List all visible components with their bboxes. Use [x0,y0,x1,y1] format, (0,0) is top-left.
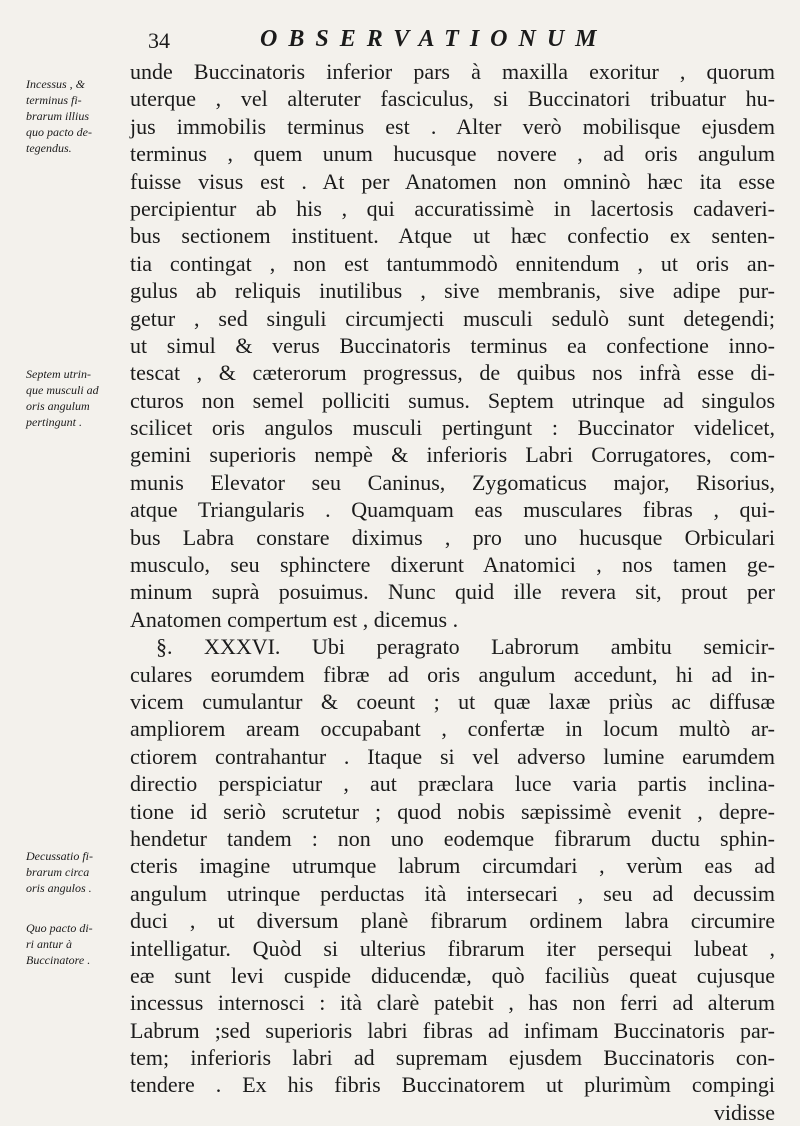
text-line: vicem cumulantur & coeunt ; ut quæ laxæ priùs ac diffusæ [130,688,775,714]
text-line: bus Labra constare diximus , pro uno hucusque Orbiculari [130,524,775,550]
marginal-note-decussatio [26,848,130,896]
text-line: angulum utrinque perductas ità intersecari , seu ad decussim [130,880,775,906]
text-line: eæ sunt levi cuspide diducendæ, quò faciliùs queat cujusque [130,962,775,988]
text-line: tione id seriò scrutetur ; quod nobis sæpissimè evenit , depre- [130,798,775,824]
text-line: gemini superioris nempè & inferioris Labri Corrugatores, com- [130,442,775,468]
text-line: duci , ut diversum planè fibrarum ordinem labra circumire [130,908,775,934]
text-line: atque Triangularis . Quamquam eas musculares fibras , qui- [130,497,775,523]
running-head: OBSERVATIONUM [260,26,608,52]
text-line: unde Buccinatoris inferior pars à maxilla exoritur , quorum [130,59,775,84]
marginal-note-line: brarum illius [26,109,90,123]
text-line: minum suprà posuimus. Nunc quid ille revera sit, prout per [130,579,775,605]
text-line: percipientur ab his , qui accuratissimè in lacertosis cadaveri- [130,195,775,221]
text-line: intelligatur. Quòd si ulterius fibrarum iter persequi lubeat , [130,935,775,961]
text-line: getur , sed singuli circumjecti musculi sedulò sunt detegendi; [130,305,775,331]
marginal-note-line: oris angulum [26,399,90,413]
text-line: terminus , quem unum hucusque novere , ad oris angulum [130,141,775,167]
text-line: musculo, seu sphinctere dixerunt Anatomici , nos tamen ge- [130,552,775,578]
marginal-note-line: Septem utrin- [26,367,91,381]
marginal-note-line: Decussatio fi- [26,849,93,863]
text-line: bus sectionem instituent. Atque ut hæc confectio ex senten- [130,223,775,249]
page-number: 34 [148,28,170,53]
catchword: vidisse [713,1099,775,1125]
text-line: hendetur tandem : non uno eodemque fibrarum ductu sphin- [130,825,775,851]
marginal-note-line: oris angulos . [26,881,92,895]
text-line: cturos non semel polliciti sumus. Septem utrinque ad singulos [130,387,775,413]
marginal-note-line: que musculi ad [26,383,99,397]
page-header [148,24,788,58]
text-line: ctiorem contrahantur . Itaque si vel adverso lumine earumdem [130,743,775,769]
marginal-note-line: terminus fi- [26,93,82,107]
text-line: fuisse visus est . At per Anatomen non omninò hæc ita esse [130,168,775,194]
marginal-note-line: Buccinatore . [26,953,91,967]
section-heading-line: §. XXXVI. Ubi peragrato Labrorum ambitu semicir- [156,634,775,660]
text-line: uterque , vel alteruter fasciculus, si Buccinatori tribuatur hu- [130,86,775,112]
marginal-note-line: tegendus. [26,141,72,155]
marginal-note-line: brarum circa [26,865,90,879]
marginal-note-line: Quo pacto di- [26,921,93,935]
text-line: gulus ab reliquis inutilibus , sive membranis, sive adipe pur- [130,278,775,304]
main-text [130,58,775,1126]
text-line: cteris imagine utrumque labrum circumdari , verùm eas ad [130,853,775,879]
text-line: munis Elevator seu Caninus, Zygomaticus major, Risorius, [130,469,775,495]
text-line: tescat , & cæterorum progressus, de quibus nos infrà esse di- [130,360,775,386]
marginal-note-septem [26,366,130,430]
text-line: tia contingat , non est tantummodò ennitendum , ut oris an- [130,250,775,276]
text-line: scilicet oris angulos musculi pertingunt : Buccinator videlicet, [130,415,775,441]
marginal-note-line: ri antur à [26,937,73,951]
marginal-note-line: quo pacto de- [26,125,92,139]
text-line: ampliorem aream occupabant , confertæ in locum multò ar- [130,716,775,742]
text-line: tendere . Ex his fibris Buccinatorem ut plurimùm compingi [130,1072,775,1098]
marginal-note-quo-pacto [26,920,130,968]
text-line: ut simul & verus Buccinatoris terminus ea confectione inno- [130,332,775,358]
text-line: jus immobilis terminus est . Alter verò mobilisque ejusdem [130,113,775,139]
text-line: directio perspiciatur , aut præclara luce varia partis inclina- [130,771,775,797]
text-line: tem; inferioris labri ad supremam ejusdem Buccinatoris con- [130,1045,775,1071]
text-line: incessus internosci : ità clarè patebit , has non ferri ad alterum [130,990,775,1016]
marginal-note-incessus [26,76,130,156]
text-line: Anatomen compertum est , dicemus . [130,606,459,632]
text-line: culares eorumdem fibræ ad oris angulum accedunt, hi ad in- [130,661,775,687]
marginal-note-line: pertingunt . [26,415,82,429]
marginal-note-line: Incessus , & [26,77,85,91]
text-line: Labrum ;sed superioris labri fibras ad infimam Buccinatoris par- [130,1017,775,1043]
